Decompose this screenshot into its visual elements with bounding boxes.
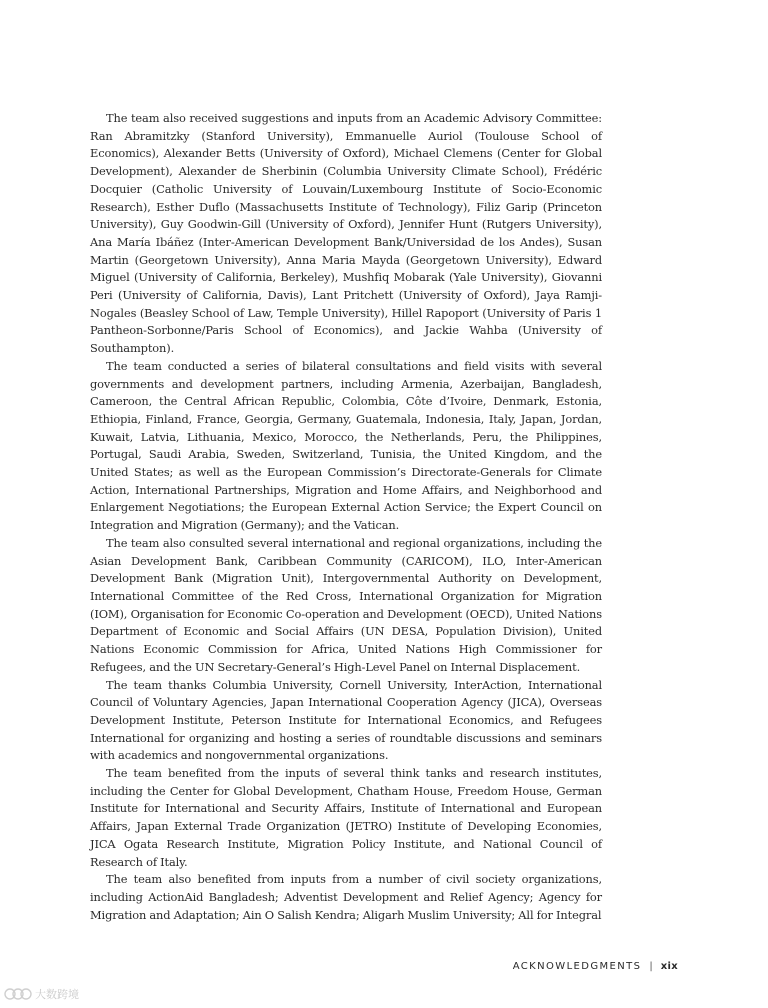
paragraph-advisory-committee: The team also received suggestions and inputs from an Academic Advisory Committee: Ran Abramitzky (Stanford University), Emmanuelle Auriol (Toulouse School of Economics), Alexander Betts (University of Oxford), Michael Clemens (Center for Global Development), Alexander de Sherbinin (Columbia University Climate School), Frédéric Docquier (Catholic University of Louvain/Luxembourg Institute of Socio-Economic Research), Esther Duflo (Massachusetts Institute of Technology), Filiz Garip (Princeton University), Guy Goodwin-Gill (University of Oxford), Jennifer Hunt (Rutgers University), Ana María Ibáñez (Inter-American Development Bank/Universidad de los Andes), Susan Martin (Georgetown University), Anna Maria Mayda (Georgetown University), Edward Miguel (University of California, Berkeley), Mushfiq Mobarak (Yale University), Giovanni Peri (University of California, Davis), Lant Pritchett (University of Oxford), Jaya Ramji-Nogales (Beasley School of Law, Temple University), Hillel Rapoport (University of Paris 1 Pantheon-Sorbonne/Paris School of Economics), and Jackie Wahba (University of Southampton).: [90, 111, 602, 356]
body-text: [90, 110, 602, 924]
paragraph-civil-society: The team also benefited from inputs from a number of civil society organizations, including ActionAid Bangladesh; Adventist Development and Relief Agency; Agency for Migration and Adaptation; Ain O Salish Kendra; Aligarh Muslim University; All for Integral: [90, 872, 602, 922]
page-number: xix: [660, 961, 678, 972]
running-footer: [513, 961, 678, 972]
watermark-text: 大数跨境: [35, 988, 79, 1001]
watermark-logo-icon: [4, 986, 32, 1002]
watermark: [4, 986, 79, 1002]
paragraph-think-tanks: The team benefited from the inputs of several think tanks and research institutes, including the Center for Global Development, Chatham House, Freedom House, German Institute for International and Security Affairs, Institute of International and European Affairs, Japan External Trade Organization (JETRO) Institute of Developing Economies, JICA Ogata Research Institute, Migration Policy Institute, and National Council of Research of Italy.: [90, 766, 602, 869]
paragraph-roundtable-hosts: The team thanks Columbia University, Cornell University, InterAction, International Council of Voluntary Agencies, Japan International Cooperation Agency (JICA), Overseas Development Institute, Peterson Institute for International Economics, and Refugees International for organizing and hosting a series of roundtable discussions and seminars with academics and nongovernmental organizations.: [90, 677, 602, 763]
paragraph-bilateral-consultations: The team conducted a series of bilateral consultations and field visits with several governments and development partners, including Armenia, Azerbaijan, Bangladesh, Cameroon, the Central African Republic, Colombia, Côte d’Ivoire, Denmark, Estonia, Ethiopia, Finland, France, Georgia, Germany, Guatemala, Indonesia, Italy, Japan, Jordan, Kuwait, Latvia, Lithuania, Mexico, Morocco, the Netherlands, Peru, the Philippines, Portugal, Saudi Arabia, Sweden, Switzerland, Tunisia, the United Kingdom, and the United States; as well as the European Commission’s Directorate-Generals for Climate Action, International Partnerships, Migration and Home Affairs, and Neighborhood and Enlargement Negotiations; the European External Action Service; the Expert Council on Integration and Migration (Germany); and the Vatican.: [90, 358, 602, 533]
footer-section-title: ACKNOWLEDGMENTS: [512, 961, 642, 972]
footer-separator: |: [649, 961, 653, 972]
paragraph-international-organizations: The team also consulted several international and regional organizations, including the Asian Development Bank, Caribbean Community (CARICOM), ILO, Inter-American Development Bank (Migration Unit), Intergovernmental Authority on Development, International Committee of the Red Cross, International Organization for Migration (IOM), Organisation for Economic Co-operation and Development (OECD), United Nations Department of Economic and Social Affairs (UN DESA, Population Division), United Nations Economic Commission for Africa, United Nations High Commissioner for Refugees, and the UN Secretary-General’s High-Level Panel on Internal Displacement.: [90, 535, 602, 674]
